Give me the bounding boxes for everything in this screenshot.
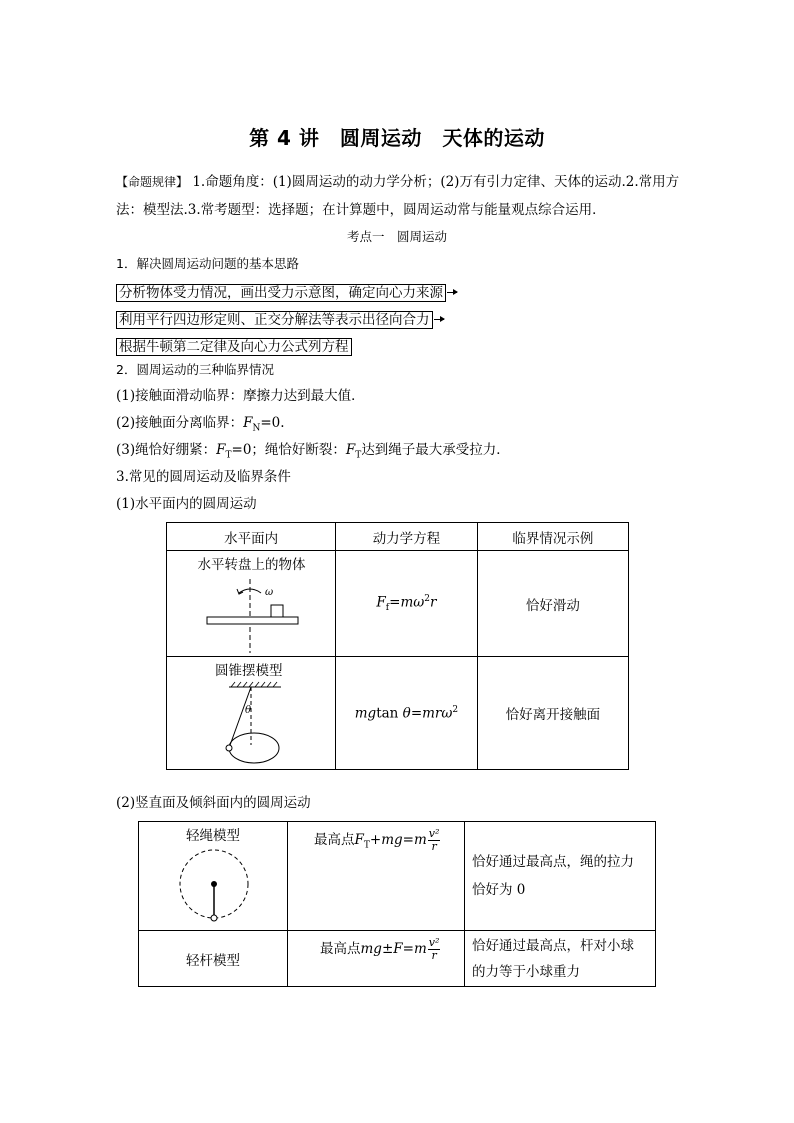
table-row — [139, 931, 656, 987]
step-3 — [116, 336, 352, 355]
step-3-box: 根据牛顿第二定律及向心力公式列方程 — [116, 338, 352, 356]
table-row — [139, 822, 656, 931]
section-heading: 考点一 圆周运动 — [346, 229, 447, 244]
fraction: $\frac{\text{v²}}{r}$ — [428, 936, 440, 962]
point3-sub1: (1)水平面内的圆周运动 — [116, 496, 257, 512]
critical-cell: 恰好通过最高点，杆对小球 的力等于小球重力 — [465, 931, 656, 987]
critical-1: (1)接触面滑动临界：摩擦力达到最大值． — [116, 388, 365, 404]
equation-cell: 最高点$F_T+mg=m$ $\frac{\text{v²}}{r}$ — [288, 822, 465, 931]
critical-2: (2)接触面分离临界：$F_N=0$. — [116, 415, 285, 434]
arrow-right-icon — [447, 292, 457, 293]
step-2-box: 利用平行四边形定则、正交分解法等表示出径向合力 — [116, 311, 433, 329]
model-label: 圆锥摆模型 — [215, 663, 283, 679]
critical-cell: 恰好通过最高点，绳的拉力 恰好为 0 — [465, 822, 656, 931]
table-horizontal-circular-motion — [166, 522, 629, 770]
theta-label: θ — [245, 705, 252, 716]
model-cell — [167, 657, 336, 770]
model-cell: 轻杆模型 — [139, 931, 288, 987]
step-2 — [116, 309, 444, 328]
header-cell: 水平面内 — [167, 523, 336, 551]
model-cell — [167, 551, 336, 657]
header-cell: 动力学方程 — [336, 523, 478, 551]
table-header-row — [167, 523, 629, 551]
omega-label: ω — [265, 587, 274, 598]
point3-sub2: (2)竖直面及倾斜面内的圆周运动 — [116, 795, 311, 811]
table-row — [167, 657, 629, 770]
model-cell — [139, 822, 288, 931]
equation-cell: 最高点mg±F=m $\frac{\text{v²}}{r}$ — [288, 931, 465, 987]
equation-cell: $F_f=m\omega^2r$ — [336, 551, 478, 657]
point3-heading: 3.常见的圆周运动及临界条件 — [116, 469, 291, 485]
intro-tag: 【命题规律】 — [116, 175, 189, 189]
model-label: 轻绳模型 — [186, 828, 240, 844]
point2-heading: 2．圆周运动的三种临界情况 — [116, 362, 274, 377]
step-1-box: 分析物体受力情况，画出受力示意图，确定向心力来源 — [116, 284, 446, 302]
header-cell: 临界情况示例 — [477, 523, 628, 551]
model-label: 水平转盘上的物体 — [197, 557, 306, 573]
critical-3: (3)绳恰好绷紧：$F_T=0$；绳恰好断裂：$F_T$达到绳子最大承受拉力． — [116, 442, 510, 461]
intro-line-2: 法：模型法.3.常考题型：选择题；在计算题中，圆周运动常与能量观点综合运用． — [116, 202, 606, 218]
table-row — [167, 551, 629, 657]
intro-line-1 — [116, 172, 679, 192]
page-title: 第 4 讲 圆周运动 天体的运动 — [249, 126, 545, 150]
point1-heading: 1．解决圆周运动问题的基本思路 — [116, 256, 299, 271]
critical-cell: 恰好滑动 — [477, 551, 628, 657]
table-vertical-circular-motion — [138, 821, 656, 987]
fraction: $\frac{\text{v²}}{r}$ — [428, 827, 440, 853]
step-1 — [116, 282, 457, 301]
critical-cell: 恰好离开接触面 — [477, 657, 628, 770]
light-rope-diagram — [139, 844, 287, 930]
conical-pendulum-diagram — [167, 681, 336, 769]
arrow-right-icon — [434, 319, 444, 320]
equation-cell: mgtan θ=mrω$^2$ — [336, 657, 478, 770]
intro-text-1: 1.命题角度：(1)圆周运动的动力学分析；(2)万有引力定律、天体的运动.2.常用方 — [192, 174, 680, 190]
turntable-diagram — [167, 575, 336, 655]
